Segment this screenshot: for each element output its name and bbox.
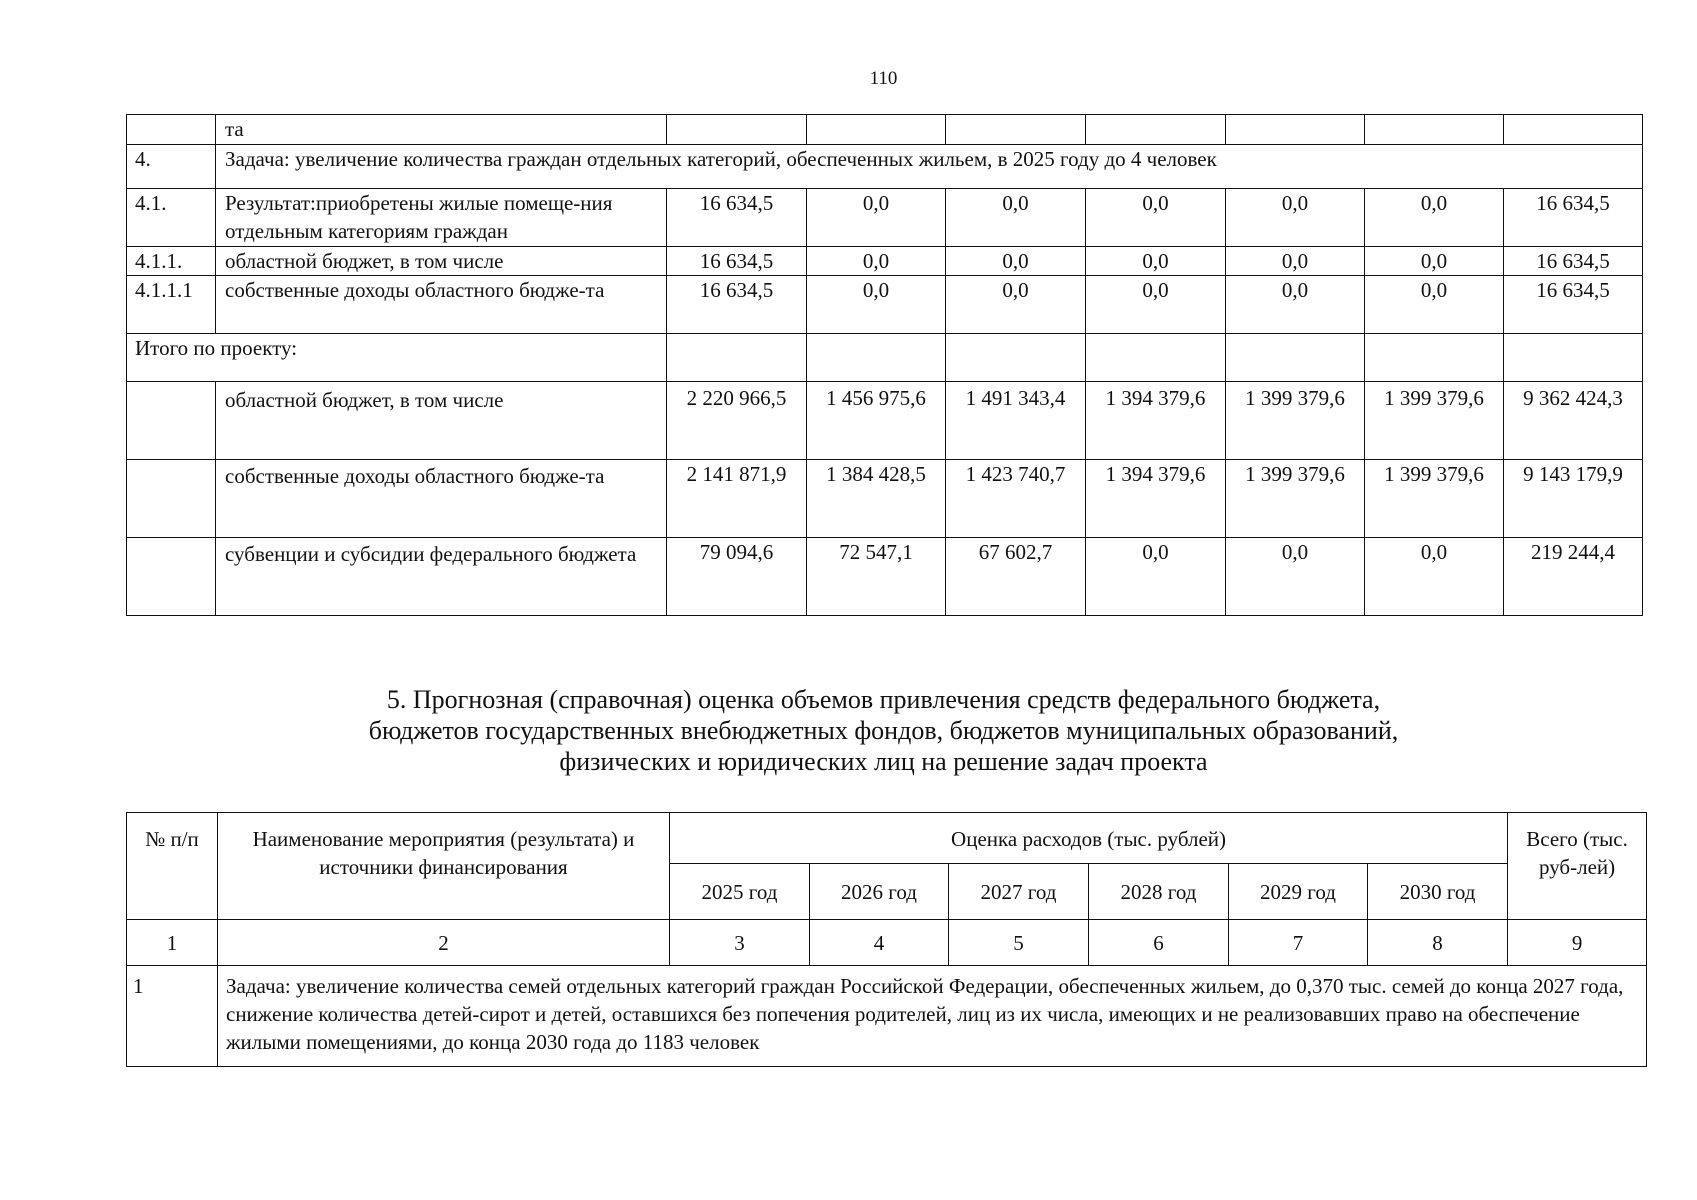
value-cell: 16 634,5 [667,189,807,247]
value-cell [946,115,1086,145]
column-number: 2 [218,920,670,966]
value-cell [1365,334,1504,382]
value-cell: 1 394 379,6 [1086,460,1226,538]
heading-line: бюджетов государственных внебюджетных фондов, бюджетов муниципальных образований, [368,716,1399,745]
value-cell: 2 220 966,5 [667,382,807,460]
value-cell: 0,0 [1365,538,1504,616]
task-text: Задача: увеличение количества граждан отдельных категорий, обеспеченных жильем, в 2025 году до 4 человек [216,145,1643,189]
value-cell [1086,115,1226,145]
row-name: областной бюджет, в том числе [216,247,667,276]
value-cell: 1 399 379,6 [1365,460,1504,538]
row-name: областной бюджет, в том числе [216,382,667,460]
value-cell [667,115,807,145]
value-cell [807,115,946,145]
header-year: 2029 год [1229,864,1368,920]
value-cell: 0,0 [1086,247,1226,276]
column-number: 3 [670,920,810,966]
value-cell: 0,0 [1226,276,1365,334]
header-year: 2027 год [949,864,1089,920]
value-cell: 1 394 379,6 [1086,382,1226,460]
row-number [127,460,216,538]
value-cell [1504,334,1643,382]
value-cell: 0,0 [1086,189,1226,247]
value-cell: 0,0 [807,247,946,276]
value-cell [667,334,807,382]
value-cell: 9 143 179,9 [1504,460,1643,538]
row-number: 1 [127,966,218,1067]
estimate-table-header [127,813,1647,920]
header-name: Наименование мероприятия (результата) и источники финансирования [218,813,670,920]
column-number: 9 [1508,920,1647,966]
header-year: 2025 год [670,864,810,920]
column-number: 5 [949,920,1089,966]
value-cell [1086,334,1226,382]
value-cell: 0,0 [946,276,1086,334]
value-cell: 16 634,5 [1504,247,1643,276]
header-estimate: Оценка расходов (тыс. рублей) [670,813,1508,864]
value-cell: 9 362 424,3 [1504,382,1643,460]
task-text: Задача: увеличение количества семей отдельных категорий граждан Российской Федерации, обеспеченных жильем, до 0,370 тыс. семей до конца 2027 года, снижение количества детей-сирот и детей, оставшихся без попечения родителей, лиц из их числа, имеющих и не реализовавших право на обеспечение жилыми помещениями, до конца 2030 года до 1183 человек [218,966,1647,1067]
header-year: 2026 год [810,864,949,920]
page-number: 110 [869,68,898,89]
value-cell: 2 141 871,9 [667,460,807,538]
value-cell: 16 634,5 [1504,276,1643,334]
table-row [127,189,1643,247]
value-cell: 72 547,1 [807,538,946,616]
value-cell: 16 634,5 [1504,189,1643,247]
value-cell: 1 491 343,4 [946,382,1086,460]
value-cell: 0,0 [807,276,946,334]
row-name: субвенции и субсидии федерального бюджета [216,538,667,616]
value-cell: 0,0 [1226,538,1365,616]
value-cell: 0,0 [807,189,946,247]
total-row [127,334,1643,382]
value-cell: 0,0 [946,189,1086,247]
column-number: 6 [1089,920,1229,966]
table-row [127,276,1643,334]
value-cell: 79 094,6 [667,538,807,616]
value-cell: 0,0 [1086,276,1226,334]
header-total: Всего (тыс. руб-лей) [1508,813,1647,920]
value-cell: 0,0 [1365,189,1504,247]
value-cell: 0,0 [1365,276,1504,334]
row-name: собственные доходы областного бюдже-та [216,276,667,334]
table-row [127,115,1643,145]
value-cell: 0,0 [1226,189,1365,247]
value-cell: 1 456 975,6 [807,382,946,460]
value-cell [1226,334,1365,382]
value-cell: 1 384 428,5 [807,460,946,538]
value-cell: 0,0 [1365,247,1504,276]
value-cell [1365,115,1504,145]
value-cell [807,334,946,382]
value-cell [1226,115,1365,145]
value-cell: 1 399 379,6 [1226,460,1365,538]
financing-table [126,114,1643,616]
column-number: 4 [810,920,949,966]
row-number: 4.1.1. [127,247,216,276]
row-number: 4. [127,145,216,189]
table-row [127,382,1643,460]
value-cell [946,334,1086,382]
value-cell: 67 602,7 [946,538,1086,616]
value-cell: 1 399 379,6 [1226,382,1365,460]
task-row [127,966,1647,1067]
column-number: 1 [127,920,218,966]
value-cell: 1 423 740,7 [946,460,1086,538]
value-cell: 0,0 [946,247,1086,276]
column-number: 7 [1229,920,1368,966]
header-year: 2028 год [1089,864,1229,920]
value-cell: 219 244,4 [1504,538,1643,616]
section-5-heading [0,684,1697,777]
estimate-table-body [127,920,1647,1067]
value-cell: 16 634,5 [667,247,807,276]
row-name: Результат:приобретены жилые помеще-ния отдельным категориям граждан [216,189,667,247]
header-number: № п/п [127,813,218,920]
total-label: Итого по проекту: [127,334,667,382]
value-cell: 0,0 [1226,247,1365,276]
row-name: та [216,115,667,145]
value-cell: 16 634,5 [667,276,807,334]
column-number: 8 [1368,920,1508,966]
table-row [127,247,1643,276]
row-number: 4.1. [127,189,216,247]
value-cell: 0,0 [1086,538,1226,616]
header-year: 2030 год [1368,864,1508,920]
row-number [127,382,216,460]
estimate-table [126,812,1647,1067]
financing-table-body [127,115,1643,616]
column-number-row [127,920,1647,966]
heading-line: 5. Прогнозная (справочная) оценка объемов привлечения средств федерального бюджета, [386,685,1381,714]
table-row [127,538,1643,616]
row-number: 4.1.1.1 [127,276,216,334]
row-name: собственные доходы областного бюдже-та [216,460,667,538]
row-number [127,115,216,145]
table-row [127,460,1643,538]
task-row [127,145,1643,189]
row-number [127,538,216,616]
value-cell [1504,115,1643,145]
value-cell: 1 399 379,6 [1365,382,1504,460]
heading-line: физических и юридических лиц на решение задач проекта [559,747,1208,776]
